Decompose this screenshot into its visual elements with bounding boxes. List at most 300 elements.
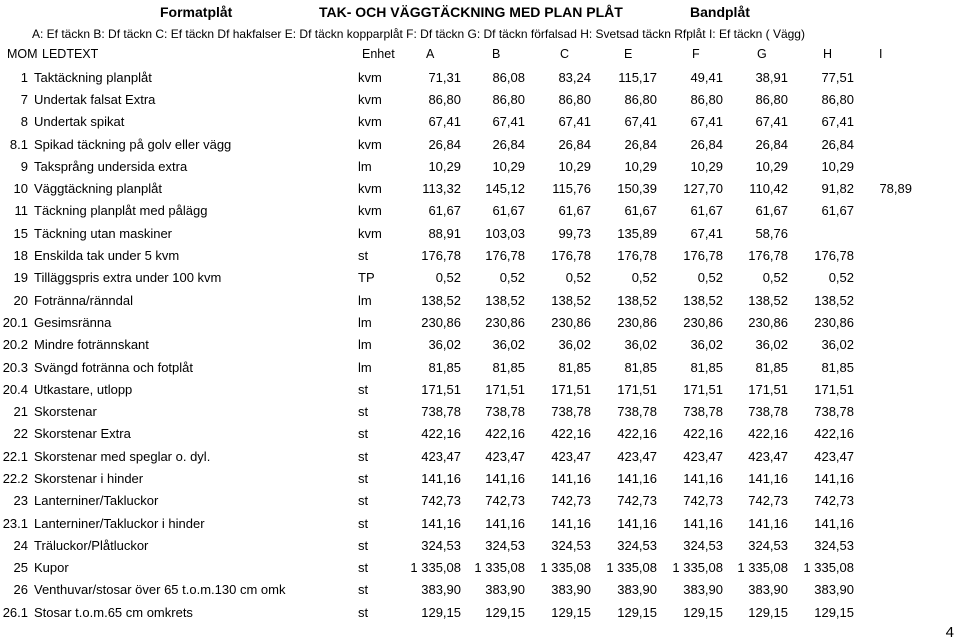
row-mom: 7: [20, 91, 28, 107]
row-value-f: 176,78: [683, 248, 723, 264]
row-value-b: 383,90: [485, 582, 525, 598]
row-value-h: 26,84: [821, 136, 854, 152]
row-value-i: [860, 467, 918, 489]
row-value-i: [860, 400, 918, 422]
table-row: [0, 378, 960, 400]
row-ledtext: Lanterniner/Takluckor: [34, 493, 159, 509]
row-ledtext: Taksprång undersida extra: [34, 158, 188, 174]
row-enhet: st: [358, 582, 369, 598]
row-enhet: st: [358, 448, 369, 464]
header-col-b: B: [492, 47, 501, 61]
row-value-h: 141,16: [814, 470, 854, 486]
row-value-h: 422,16: [814, 426, 854, 442]
row-value-c: 99,73: [558, 225, 591, 241]
row-mom: 15: [13, 225, 28, 241]
table-row: [0, 267, 960, 289]
table-row: [0, 423, 960, 445]
row-value-f: 422,16: [683, 426, 723, 442]
header-col-e: E: [624, 47, 633, 61]
row-value-h: 141,16: [814, 515, 854, 531]
table-header: [0, 47, 960, 65]
row-mom: 25: [13, 560, 28, 576]
table-row: [0, 601, 960, 623]
table-row: [0, 579, 960, 601]
row-mom: 20.4: [2, 381, 28, 397]
row-enhet: lm: [358, 314, 372, 330]
row-value-b: 61,67: [492, 203, 525, 219]
row-value-b: 103,03: [485, 225, 525, 241]
row-value-c: 36,02: [558, 337, 591, 353]
row-value-a: 61,67: [428, 203, 461, 219]
row-value-g: 1 335,08: [737, 560, 788, 576]
row-value-g: 738,78: [748, 404, 788, 420]
row-mom: 26.1: [2, 604, 28, 620]
row-ledtext: Kupor: [34, 560, 69, 576]
row-ledtext: Skorstenar Extra: [34, 426, 131, 442]
row-value-e: 10,29: [624, 158, 657, 174]
row-mom: 8.1: [9, 136, 28, 152]
row-value-b: 86,08: [492, 69, 525, 85]
row-mom: 8: [20, 114, 28, 130]
row-enhet: st: [358, 493, 369, 509]
row-value-f: 171,51: [683, 381, 723, 397]
page-number: 4: [945, 624, 954, 641]
row-value-i: [860, 222, 918, 244]
row-enhet: kvm: [358, 114, 382, 130]
row-value-a: 138,52: [421, 292, 461, 308]
row-value-e: 742,73: [617, 493, 657, 509]
row-value-e: 150,39: [617, 181, 657, 197]
row-value-e: 0,52: [631, 270, 657, 286]
row-ledtext: Träluckor/Plåtluckor: [34, 537, 149, 553]
row-value-h: 1 335,08: [803, 560, 854, 576]
row-value-h: 383,90: [814, 582, 854, 598]
header-col-a: A: [426, 47, 435, 61]
row-value-b: 171,51: [485, 381, 525, 397]
row-value-a: 113,32: [422, 181, 461, 197]
row-value-b: 129,15: [485, 604, 525, 620]
row-value-g: 110,42: [749, 181, 788, 197]
table-row: [0, 66, 960, 88]
row-enhet: st: [358, 537, 369, 553]
row-value-f: 67,41: [690, 114, 723, 130]
row-value-b: 26,84: [492, 136, 525, 152]
row-value-c: 86,80: [558, 91, 591, 107]
row-value-h: 10,29: [821, 158, 854, 174]
row-value-i: [860, 88, 918, 110]
row-enhet: TP: [358, 270, 375, 286]
row-value-g: 36,02: [755, 337, 788, 353]
row-value-c: 738,78: [551, 404, 591, 420]
row-value-g: 324,53: [748, 537, 788, 553]
row-value-b: 0,52: [499, 270, 525, 286]
row-enhet: lm: [358, 158, 372, 174]
row-value-f: 67,41: [690, 225, 723, 241]
row-value-c: 171,51: [551, 381, 591, 397]
row-value-f: 738,78: [683, 404, 723, 420]
row-value-i: [860, 356, 918, 378]
row-mom: 21: [13, 404, 28, 420]
row-value-e: 67,41: [624, 114, 657, 130]
row-value-g: 26,84: [755, 136, 788, 152]
row-value-a: 36,02: [428, 337, 461, 353]
header-mom: MOM: [7, 47, 38, 61]
row-value-i: [860, 155, 918, 177]
row-ledtext: Spikad täckning på golv eller vägg: [34, 136, 232, 152]
row-value-h: 423,47: [814, 448, 854, 464]
row-value-b: 138,52: [485, 292, 525, 308]
row-value-a: 171,51: [421, 381, 461, 397]
row-enhet: lm: [358, 359, 372, 375]
row-mom: 9: [20, 158, 28, 174]
row-value-h: [794, 222, 860, 244]
header-col-i: I: [879, 47, 883, 61]
row-value-h: 61,67: [821, 203, 854, 219]
row-value-h: 230,86: [814, 314, 854, 330]
row-value-b: 67,41: [492, 114, 525, 130]
row-value-c: 423,47: [551, 448, 591, 464]
row-ledtext: Venthuvar/stosar över 65 t.o.m.130 cm omk: [34, 582, 286, 598]
row-value-g: 38,91: [755, 69, 788, 85]
row-value-e: 383,90: [617, 582, 657, 598]
row-value-a: 81,85: [428, 359, 461, 375]
row-value-g: 129,15: [748, 604, 788, 620]
row-value-g: 141,16: [748, 470, 788, 486]
title-bandplat: Bandplåt: [690, 4, 750, 20]
row-value-c: 26,84: [558, 136, 591, 152]
row-mom: 20.2: [2, 337, 28, 353]
table-row: [0, 490, 960, 512]
row-enhet: st: [358, 604, 369, 620]
row-value-e: 141,16: [617, 515, 657, 531]
table-row: [0, 334, 960, 356]
price-table: [0, 66, 960, 623]
row-enhet: st: [358, 560, 369, 576]
row-value-b: 141,16: [485, 470, 525, 486]
row-mom: 26: [13, 582, 28, 598]
header-col-f: F: [692, 47, 700, 61]
row-value-a: 129,15: [421, 604, 461, 620]
row-ledtext: Täckning planplåt med pålägg: [34, 203, 208, 219]
row-value-c: 10,29: [558, 158, 591, 174]
row-mom: 11: [14, 203, 28, 219]
row-value-h: 77,51: [821, 69, 854, 85]
row-value-i: [860, 289, 918, 311]
row-ledtext: Skorstenar med speglar o. dyl.: [34, 448, 211, 464]
row-enhet: kvm: [358, 69, 382, 85]
row-value-c: 324,53: [551, 537, 591, 553]
row-value-a: 141,16: [421, 470, 461, 486]
row-value-f: 230,86: [683, 314, 723, 330]
row-value-g: 0,52: [762, 270, 788, 286]
row-enhet: lm: [358, 337, 372, 353]
row-value-h: 0,52: [828, 270, 854, 286]
row-ledtext: Mindre fotrännskant: [34, 337, 149, 353]
row-enhet: st: [358, 404, 369, 420]
row-value-b: 422,16: [485, 426, 525, 442]
row-value-f: 141,16: [683, 470, 723, 486]
row-value-e: 422,16: [617, 426, 657, 442]
row-value-g: 138,52: [748, 292, 788, 308]
row-value-e: 141,16: [617, 470, 657, 486]
row-mom: 20.3: [2, 359, 28, 375]
row-value-i: [860, 534, 918, 556]
row-ledtext: Fotränna/ränndal: [34, 292, 134, 308]
row-value-a: 422,16: [421, 426, 461, 442]
header-enhet: Enhet: [362, 47, 395, 61]
row-value-f: 138,52: [683, 292, 723, 308]
row-enhet: kvm: [358, 136, 382, 152]
row-mom: 22.2: [2, 470, 28, 486]
row-value-g: 423,47: [748, 448, 788, 464]
header-col-h: H: [823, 47, 833, 61]
row-value-i: [860, 557, 918, 579]
row-value-h: 36,02: [821, 337, 854, 353]
row-value-g: 230,86: [748, 314, 788, 330]
table-row: [0, 534, 960, 556]
table-row: [0, 311, 960, 333]
row-value-b: 10,29: [492, 158, 525, 174]
row-value-a: 423,47: [421, 448, 461, 464]
header-ledtext: LEDTEXT: [42, 47, 99, 61]
row-value-b: 324,53: [485, 537, 525, 553]
row-value-g: 58,76: [755, 225, 788, 241]
row-mom: 19: [13, 270, 28, 286]
row-value-h: 81,85: [821, 359, 854, 375]
table-row: [0, 244, 960, 266]
table-row: [0, 512, 960, 534]
row-value-e: 135,89: [617, 225, 657, 241]
table-row: [0, 356, 960, 378]
row-mom: 10: [13, 181, 28, 197]
row-enhet: kvm: [358, 225, 382, 241]
row-value-i: [860, 601, 918, 623]
row-value-c: 61,67: [558, 203, 591, 219]
row-value-f: 742,73: [683, 493, 723, 509]
row-value-i: [860, 244, 918, 266]
row-mom: 24: [13, 537, 28, 553]
row-value-i: [860, 423, 918, 445]
row-value-c: 83,24: [558, 69, 591, 85]
row-value-b: 738,78: [485, 404, 525, 420]
table-row: [0, 111, 960, 133]
row-value-g: 86,80: [755, 91, 788, 107]
row-value-f: 127,70: [683, 181, 723, 197]
row-value-h: 742,73: [814, 493, 854, 509]
row-value-f: 423,47: [683, 448, 723, 464]
row-ledtext: Taktäckning planplåt: [34, 69, 152, 85]
header-col-c: C: [560, 47, 570, 61]
row-mom: 18: [13, 248, 28, 264]
row-value-b: 141,16: [485, 515, 525, 531]
row-value-e: 1 335,08: [606, 560, 657, 576]
row-value-c: 230,86: [551, 314, 591, 330]
row-value-h: 738,78: [814, 404, 854, 420]
row-value-a: 71,31: [428, 69, 461, 85]
table-row: [0, 400, 960, 422]
row-value-a: 1 335,08: [410, 560, 461, 576]
row-value-i: 78,89: [879, 181, 912, 197]
row-value-i: [860, 334, 918, 356]
row-enhet: lm: [358, 292, 372, 308]
row-value-e: 81,85: [624, 359, 657, 375]
row-value-f: 129,15: [683, 604, 723, 620]
row-value-g: 141,16: [748, 515, 788, 531]
row-mom: 20: [13, 292, 28, 308]
row-value-a: 742,73: [421, 493, 461, 509]
table-row: [0, 445, 960, 467]
row-value-e: 86,80: [624, 91, 657, 107]
row-enhet: kvm: [358, 181, 382, 197]
row-enhet: st: [358, 515, 369, 531]
row-value-b: 230,86: [485, 314, 525, 330]
row-value-h: 67,41: [821, 114, 854, 130]
row-enhet: kvm: [358, 91, 382, 107]
table-row: [0, 222, 960, 244]
row-value-i: [860, 133, 918, 155]
row-value-a: 176,78: [421, 248, 461, 264]
row-value-i: [860, 490, 918, 512]
row-ledtext: Stosar t.o.m.65 cm omkrets: [34, 604, 193, 620]
row-value-h: 86,80: [821, 91, 854, 107]
row-value-f: 383,90: [683, 582, 723, 598]
row-value-h: 176,78: [814, 248, 854, 264]
row-mom: 1: [20, 69, 28, 85]
row-value-i: [860, 512, 918, 534]
row-value-h: 129,15: [814, 604, 854, 620]
row-value-i: [860, 311, 918, 333]
row-value-e: 171,51: [617, 381, 657, 397]
row-value-e: 26,84: [624, 136, 657, 152]
row-value-b: 742,73: [485, 493, 525, 509]
row-value-c: 0,52: [565, 270, 591, 286]
row-value-c: 81,85: [558, 359, 591, 375]
row-mom: 22.1: [2, 448, 28, 464]
row-value-i: [860, 200, 918, 222]
row-value-h: 138,52: [814, 292, 854, 308]
row-value-c: 383,90: [551, 582, 591, 598]
row-ledtext: Väggtäckning planplåt: [34, 181, 162, 197]
row-ledtext: Utkastare, utlopp: [34, 381, 133, 397]
row-value-e: 115,17: [618, 69, 657, 85]
row-value-h: 91,82: [821, 181, 854, 197]
row-value-b: 423,47: [485, 448, 525, 464]
row-value-f: 49,41: [690, 69, 723, 85]
row-value-b: 145,12: [485, 181, 525, 197]
row-ledtext: Enskilda tak under 5 kvm: [34, 248, 180, 264]
row-value-e: 36,02: [624, 337, 657, 353]
row-value-a: 67,41: [428, 114, 461, 130]
row-value-i: [860, 111, 918, 133]
row-ledtext: Tilläggspris extra under 100 kvm: [34, 270, 222, 286]
row-value-g: 67,41: [755, 114, 788, 130]
row-value-c: 1 335,08: [540, 560, 591, 576]
row-value-e: 61,67: [624, 203, 657, 219]
row-value-a: 383,90: [421, 582, 461, 598]
table-row: [0, 177, 960, 199]
row-value-g: 422,16: [748, 426, 788, 442]
row-value-a: 88,91: [428, 225, 461, 241]
row-ledtext: Skorstenar i hinder: [34, 470, 144, 486]
row-value-a: 10,29: [428, 158, 461, 174]
header-col-g: G: [757, 47, 767, 61]
row-enhet: st: [358, 426, 369, 442]
row-value-e: 423,47: [617, 448, 657, 464]
row-value-b: 1 335,08: [474, 560, 525, 576]
row-value-b: 36,02: [492, 337, 525, 353]
row-value-f: 141,16: [683, 515, 723, 531]
row-value-g: 81,85: [755, 359, 788, 375]
page-title: TAK- OCH VÄGGTÄCKNING MED PLAN PLÅT: [319, 4, 623, 20]
row-value-f: 10,29: [690, 158, 723, 174]
table-row: [0, 200, 960, 222]
row-value-h: 171,51: [814, 381, 854, 397]
row-value-f: 86,80: [690, 91, 723, 107]
row-enhet: st: [358, 381, 369, 397]
row-value-c: 67,41: [558, 114, 591, 130]
row-enhet: st: [358, 470, 369, 486]
row-value-c: 138,52: [551, 292, 591, 308]
column-legend: A: Ef täckn B: Df täckn C: Ef täckn Df hakfalser E: Df täckn kopparplåt F: Df täckn G: Df täckn förfalsad H: Svetsad täckn Rfplåt I: Ef täckn ( Vägg): [32, 27, 805, 41]
row-value-h: 324,53: [814, 537, 854, 553]
row-value-f: 26,84: [690, 136, 723, 152]
table-row: [0, 467, 960, 489]
row-ledtext: Svängd fotränna och fotplåt: [34, 359, 194, 375]
row-value-f: 61,67: [690, 203, 723, 219]
row-ledtext: Undertak spikat: [34, 114, 125, 130]
table-row: [0, 155, 960, 177]
table-row: [0, 88, 960, 110]
row-value-e: 129,15: [617, 604, 657, 620]
row-value-c: 141,16: [551, 515, 591, 531]
row-value-f: 81,85: [690, 359, 723, 375]
row-value-a: 86,80: [428, 91, 461, 107]
row-mom: 23: [13, 493, 28, 509]
row-value-f: 0,52: [697, 270, 723, 286]
row-value-c: 115,76: [552, 181, 591, 197]
row-ledtext: Täckning utan maskiner: [34, 225, 173, 241]
row-value-c: 129,15: [551, 604, 591, 620]
row-value-e: 230,86: [617, 314, 657, 330]
row-value-a: 141,16: [421, 515, 461, 531]
row-value-g: 742,73: [748, 493, 788, 509]
row-value-c: 422,16: [551, 426, 591, 442]
table-row: [0, 557, 960, 579]
row-value-f: 1 335,08: [672, 560, 723, 576]
row-value-i: [860, 445, 918, 467]
row-value-c: 742,73: [551, 493, 591, 509]
row-value-b: 81,85: [492, 359, 525, 375]
row-value-g: 61,67: [755, 203, 788, 219]
table-row: [0, 289, 960, 311]
row-value-a: 0,52: [435, 270, 461, 286]
row-value-g: 383,90: [748, 582, 788, 598]
row-value-b: 176,78: [485, 248, 525, 264]
row-value-a: 324,53: [421, 537, 461, 553]
title-formatplat: Formatplåt: [160, 4, 233, 20]
row-value-g: 10,29: [755, 158, 788, 174]
row-value-g: 176,78: [748, 248, 788, 264]
row-value-e: 138,52: [617, 292, 657, 308]
row-value-e: 176,78: [617, 248, 657, 264]
row-enhet: kvm: [358, 203, 382, 219]
row-value-a: 738,78: [421, 404, 461, 420]
row-value-f: 36,02: [690, 337, 723, 353]
table-row: [0, 133, 960, 155]
row-value-a: 26,84: [428, 136, 461, 152]
row-mom: 20.1: [2, 314, 28, 330]
row-value-i: [860, 66, 918, 88]
